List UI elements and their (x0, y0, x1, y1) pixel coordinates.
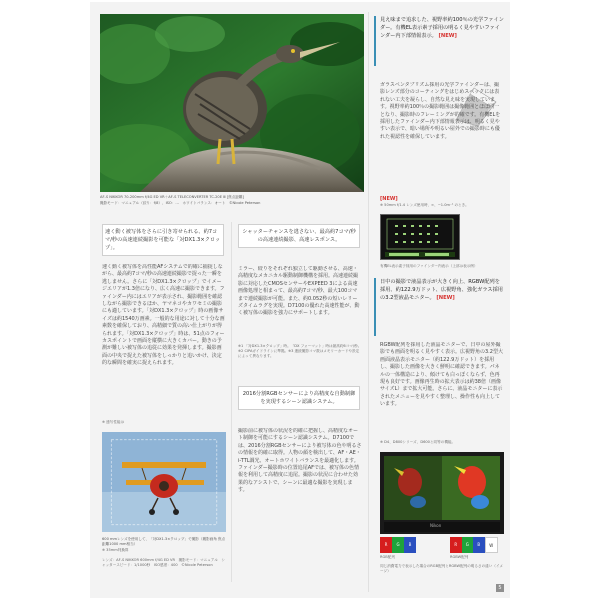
rgbw-label: RGBW配列 (450, 555, 469, 559)
crop-mode-heading: 速く動く被写体をさらに引き寄せられる、約7コマ/秒の高速連続撮影を可能な「対DX1.3×クロップ」。 (102, 224, 224, 256)
swatch-b: B (404, 537, 416, 553)
lcd-bottom-caption: 同じ消費電力で表示した場合のRGB配列とRGBW配列の明るさの違い（イメージ） (380, 564, 504, 573)
finder-lead-bar (374, 16, 376, 66)
page-number: 5 (496, 584, 504, 592)
lcd-body: RGBW配列を採用した液晶モニターで、日中の屋外撮影でも画面を明るく見やすく表示。広視野角の3.2型大画面液晶表示モニター（約122.9万ドット）を採用し、撮影した画像を大きく鮮明に確認できます。パネルの一体構造により、傾けても白っぽくならず、色再現も良好です。画像再生時の拡大表示は約38倍（画像サイズL）まで拡大可能。さらに、液晶モニターに表示されたメニューを見やすく整理し、操作性も向上しています。 (380, 342, 503, 408)
swatch-r2: R (450, 537, 462, 553)
biplane-caption: 600 mmレンズを使用して、「対DX1.3×クロップ」で撮影（撮影画角 焦点距離1000 mm相当） (102, 537, 226, 546)
finder-lead (380, 16, 504, 40)
lcd-lead-text: 日中の撮影で液晶表示が大きく向上、RGBW配列を採用、約122.9万ドット、広視野角、強化ガラス採用の3.2型液晶モニター。 (380, 279, 503, 301)
rgb-swatch (380, 537, 416, 553)
crop-mode-note: ※ 連写性能は (102, 420, 125, 424)
lcd-lead-bar (374, 278, 376, 336)
heron-photo (100, 14, 364, 192)
biplane-specs: レンズ：AF-S NIKKOR 600mm f/4G ED VR 撮影モード：マニュアル シャッタースピード：1/1000秒 ISO感度：400 ©Nicole Peterson (102, 558, 226, 567)
catalog-page (90, 2, 510, 598)
finder-body-new-badge: [NEW] (380, 196, 398, 202)
scene-recognition-body: 撮影前に被写体の状況を的確に把握し、高精度なオート制御を可能にするシーン認識システム。D7100では、2016分割RGBセンサーにより被写体の色や明るさの情報を的確に取得。人物の顔を検出して、AF・AE・i-TTL調光、オートホワイトバランスを最適化します。ファインダー撮影時の位置追尾AFでは、被写体の色情報を利用して高精度に追尾。撮影の状況に合わせた効果的なアシストで、シーンに最適な撮影を実現します。 (238, 428, 362, 494)
heron-caption-2: 撮影モード：マニュアル（絞り：f/8）、ISO：… ホワイトバランス：オート ©Nicole Peterson (100, 201, 261, 205)
lcd-note: ※ D4、D800シリーズ、D600と同等の機能。 (380, 440, 456, 444)
finder-new-badge: [NEW] (438, 33, 457, 39)
viewfinder-display (380, 214, 460, 260)
column-divider-1 (231, 222, 232, 582)
heron-caption-1: AF-S NIKKOR 70-200mm f/4G ED VR＋AF-S TELECONVERTER TC-20E Ⅲ [焦点距離] (100, 195, 244, 199)
rgb-label: RGB配列 (380, 555, 395, 559)
rgbw-swatch (450, 537, 498, 553)
column-divider-2 (368, 12, 369, 592)
lcd-lead (380, 278, 504, 302)
biplane-image (102, 432, 226, 532)
scene-recognition-heading: 2016分割RGBセンサーにより高精度な自動制御を実現するシーン認識システム。 (238, 386, 360, 410)
shutter-notes: ※1 「対DX1.3×クロップ」時。「DX フォーマット」時は最高約6コマ/秒。※2 CIPAガイドラインに準拠。※3 連続撮影コマ数はメモリーカードや設定によって異なります。 (238, 344, 362, 358)
lcd-new-badge: [NEW] (436, 295, 455, 301)
shutter-body: ミラー、絞りをそれぞれ独立して駆動させる、高速・高精度なメカニカル駆動制御機構を採用。高速連続撮影に対応したCMOSセンサーやEXPEED 3による高速画像処理と相まって、最高約7コマ/秒、最大100コマまで連続撮影が可能。また、約0.052秒の短いレリーズタイムラグを実現。D7100の優れた高速性能が、動く被写体の撮影を強力にサポートします。 (238, 266, 360, 317)
swatch-w: W (485, 537, 499, 553)
swatch-r: R (380, 537, 392, 553)
crop-mode-body: 速く動く被写体を高性能AFシステムで的確に捕捉しながら、最高約7コマ/秒の高速連続撮影で捉った一瞬を逃しません。さらに「対DX1.3×クロップ」でイメージエリアが1.3倍になり、広く高速に撮影できます。ファインダー内にはエリアが表示され、撮影範囲を確認しながら撮影できるほか、ヤマネコやカワセミの撮影にも適しています。「対DX1.3×クロップ」時の画像サイズは約1540万画素。一般的な用途に対して十分な画素数を確保しており、高精細で質の高い仕上がりが得られます。「対DX1.3×クロップ」時は、51点のフォーカスポイントで画面を縦横に大きくカバー。動きの予測が難しい被写体の追従に効果を発揮します。撮影画面の中央で捉えた被写体をしっかりと追いかけ、決定的な瞬間を確実に捉えられます。 (102, 264, 225, 367)
heron-image (100, 14, 364, 192)
shutter-heading: シャッターチャンスを逃さない、最高約7コマ/秒の高速連続撮影、高速レスポンス。 (238, 224, 360, 248)
viewfinder-caption: 有機EL表示素子採用のファインダー内表示（上部は表示例） (380, 264, 478, 268)
finder-body: ガラスペンタプリズム採用の光学ファインダーは、撮影レンズ部分のコーティングをはじめスペックには表れない工夫を凝らし、自然な見え味を実現しています。視野率約100％の撮影範囲は撮像範囲とほぼ同一となり、撮影時のフレーミングが的確です。有機ELを採用したファインダー内下部情報表示は、明るく見やすい表示で、暗い場所や明るい屋外での撮影時にも優れた視認性を確保しています。 (380, 82, 501, 140)
swatch-g: G (392, 537, 404, 553)
biplane-photo (102, 432, 226, 532)
biplane-note: ※ 35mm判換算 (102, 548, 129, 552)
lcd-brand: Nikon (430, 523, 442, 528)
swatch-g2: G (462, 537, 474, 553)
lcd-comparison-image (380, 452, 504, 534)
finder-note: ※ 50mm f/1.4 レンズ使用時、∞、−1.0m⁻¹ のとき。 (380, 203, 469, 207)
swatch-b2: B (473, 537, 485, 553)
finder-lead-text: 見え味まで追求した、視野率約100％の光学ファインダー。有機EL表示素子採用の明るく見やすいファインダー内下部情報表示。 (380, 17, 504, 39)
